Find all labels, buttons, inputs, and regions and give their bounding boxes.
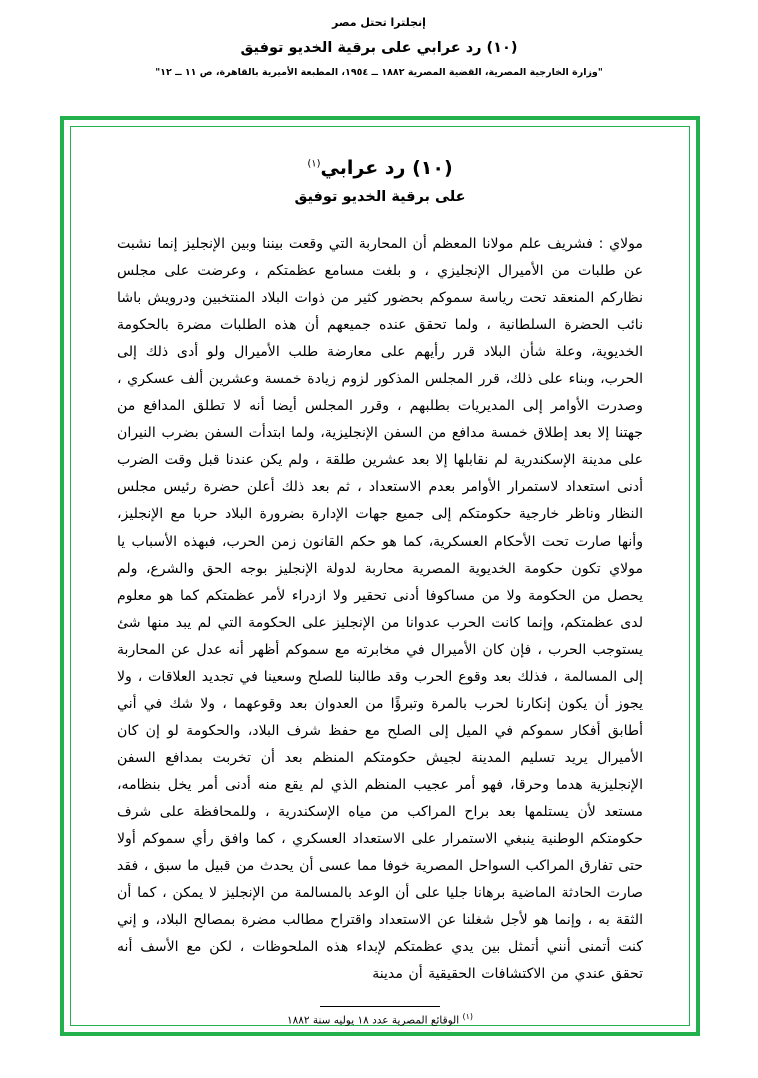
green-border-frame: [60, 116, 700, 1036]
title-footnote-marker: (١): [307, 158, 321, 170]
page-subtitle: على برقية الخديو توفيق: [294, 189, 466, 205]
footnote-section: [117, 1006, 643, 1029]
document-body: [117, 231, 643, 988]
page-title: [117, 157, 643, 179]
footnote-marker: (١): [462, 1012, 474, 1022]
footnote-text: الوقائع المصرية عدد ١٨ يوليه سنة ١٨٨٢: [286, 1014, 460, 1027]
page-header: [0, 0, 758, 78]
header-source-citation: "وزارة الخارجية المصرية، القضية المصرية ١٨٨٢ ــ ١٩٥٤، المطبعة الأميرية بالقاهرة، ص ١١ ــ ١٢": [155, 67, 603, 78]
footnote: [117, 1011, 643, 1029]
document-content: [71, 127, 689, 1025]
header-chapter-title: إنجلترا تحتل مصر: [332, 16, 426, 29]
footnote-divider: [320, 1006, 440, 1007]
page-title-text: (١٠) رد عرابي: [320, 157, 453, 179]
header-document-title: (١٠) رد عرابي على برقية الخديو توفيق: [240, 40, 518, 56]
body-paragraph: مولاي : فشريف علم مولانا المعظم أن المحاربة التي وقعت بيننا وبين الإنجليز إنما نشبت عن طلبات من الأميرال الإنجليزي ، و بلغت مسامع عظمتكم ، وعرضت على مجلس نظاركم المنعقد تحت رياسة سموكم بحضور كثير من ذوات البلاد المنتخبين ودرويش باشا نائب الحضرة السلطانية ، ولما تحقق عنده جميعهم أن هذه الطلبات مضرة بالحكومة الخديوية، وعلة شأن البلاد قرر رأيهم على معارضة طلب الأميرال ولو أدى ذلك إلى الحرب، وبناء على ذلك، قرر المجلس المذكور لزوم زيادة خمسة وعشرين ألف عسكري ، وصدرت الأوامر إلى المديريات بطلبهم ، وقرر المجلس أيضا أنه لا تطلق المدافع من جهتنا إلا بعد إطلاق خمسة مدافع من السفن الإنجليزية، ولما ابتدأت السفن بضرب النيران على مدينة الإسكندرية لم نقابلها إلا بعد عشرين طلقة ، ولم يكن عندنا قبل وقت الضرب أدنى استعداد لاستمرار الأوامر بعدم الاستعداد ، ثم بعد ذلك أعلن حضرة رئيس مجلس النظار وناظر خارجية حكومتكم إلى جميع جهات الإدارة بضرورة البلاد حربا مع الإنجليز، وأنها صارت تحت الأحكام العسكرية، كما هو حكم القانون زمن الحرب، فبهذه الأسباب يا مولاي تكون حكومة الخديوية المصرية محاربة لدولة الإنجليز بوجه الحق والشرع، ولم يحصل من الحكومة ولا من مساكوفا أدنى تحقير ولا ازدراء لأمر عظمتكم كما هو معلوم لدى عظمتكم، وإنما كانت الحرب عدوانا من الإنجليز على الحكومة التي لم يبد منها شئ يستوجب الحرب ، فإن كان الأميرال في مخابرته مع سموكم أظهر أنه عدل عن المحاربة إلى المسالمة ، فذلك بعد وقوع الحرب وقد طالبنا للصلح وسعينا في تجديد العلاقات ، ولا يجوز أن يكون إنكارنا لحرب بالمرة وتبرؤًا من العدوان بعد وقوعهما ، ولا شك في أني أطابق أفكار سموكم في الميل إلى الصلح مع حفظ شرف البلاد، والحكومة لو إن كان الأميرال يريد تسليم المدينة لجيش حكومتكم المنظم بعد أن تخربت بمدافع السفن الإنجليزية هدما وحرقا، فهو أمر عجيب المنظم الذي لم يقع منه أدنى أمر يخل بنظامه، مستعد لأن يستلمها بعد براح المراكب من مياه الإسكندرية ، وللمحافظة على شرف حكومتكم الوطنية ينبغي الاستمرار على الاستعداد العسكري ، كما وافق رأي سموكم أولا حتى تفارق المراكب السواحل المصرية خوفا مما عسى أن يحدث من قبيل ما سبق ، فقد صارت الحادثة الماضية برهانا جليا على أن الوعد بالمسالمة من الإنجليز لا يمكن ، كما أن الثقة به ، وإنما هو لأجل شغلنا عن الاستعداد واقتراح مطالب مضرة بمصالح البلاد، و إني كنت أتمنى أنني أتمثل بين يدي عظمتكم لإبداء هذه الملحوظات ، لكن مع الأسف أنه تحقق عندي من الاكتشافات الحقيقية أن مدينة: [117, 236, 643, 983]
green-border-inner: [70, 126, 690, 1026]
